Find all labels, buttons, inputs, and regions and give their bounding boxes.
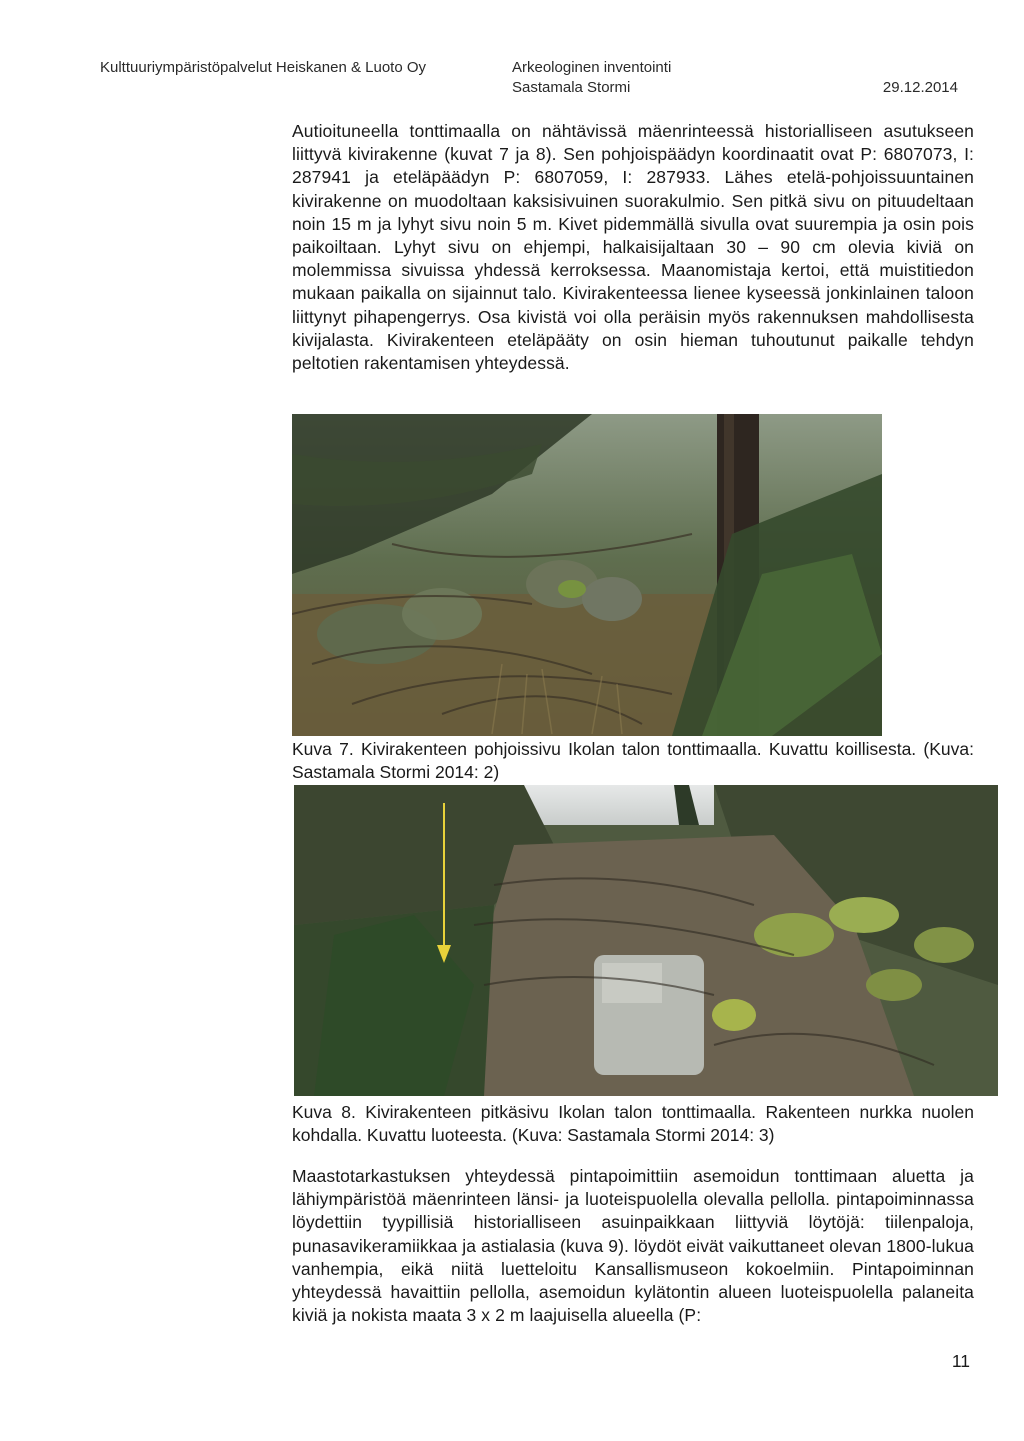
photo-figure-7	[292, 414, 882, 736]
forest-photo-7	[292, 414, 882, 736]
header-subtitle: Sastamala Stormi	[512, 79, 631, 96]
stone-structure-photo-8	[294, 785, 998, 1096]
figure-7-caption: Kuva 7. Kivirakenteen pohjoissivu Ikolan talon tonttimaalla. Kuvattu koillisesta. (Kuva: Sastamala Stormi 2014: 2)	[292, 739, 974, 783]
page-number: 11	[951, 1351, 970, 1371]
figure-8-caption: Kuva 8. Kivirakenteen pitkäsivu Ikolan talon tonttimaalla. Rakenteen nurkka nuolen kohdalla. Kuvattu luoteesta. (Kuva: Sastamala Stormi 2014: 3)	[292, 1102, 974, 1146]
photo-figure-8	[294, 785, 998, 1096]
header-title: Arkeologinen inventointi	[512, 59, 672, 76]
body-paragraph-2: Maastotarkastuksen yhteydessä pintapoimittiin asemoidun tonttimaan aluetta ja lähiympäristöä mäenrinteen länsi- ja luoteispuolella olevalla pellolla. pintapoiminnassa löydettiin tyypillisiä historialliseen asuinpaikkaan liittyviä löytöjä: tiilenpaloja, punasavikeramiikkaa ja astialasia (kuva 9). löydöt eivät vaikuttaneet olevan 1800-lukua vanhempia, eikä niitä luetteloitu Kansallismuseon kokoelmiin. Pintapoiminnan yhteydessä havaittiin pellolla, asemoidun kylätontin alueen luoteispuolella palaneita kiviä ja nokista maata 3 x 2 m laajuisella alueella (P:	[292, 1166, 974, 1326]
header-date: 29.12.2014	[882, 79, 958, 96]
header-company: Kulttuuriympäristöpalvelut Heiskanen & Luoto Oy	[100, 59, 427, 76]
body-paragraph-1: Autioituneella tonttimaalla on nähtävissä mäenrinteessä historialliseen asutukseen liittyvä kivirakenne (kuvat 7 ja 8). Sen pohjoispäädyn koordinaatit ovat P: 6807073, I: 287941 ja eteläpäädyn P: 6807059, I: 287933. Lähes etelä-pohjoissuuntainen kivirakenne on muodoltaan kaksisivuinen suorakulmio. Sen pitkä sivu on pituudeltaan noin 15 m ja lyhyt sivu noin 5 m. Kivet pidemmällä sivulla ovat suurempia ja osin pois paikoiltaan. Lyhyt sivu on ehjempi, halkaisijaltaan 30 – 90 cm olevia kiviä on molemmissa sivuissa yhdessä kerroksessa. Maanomistaja kertoi, että muistitiedon mukaan paikalla on sijainnut talo. Kivirakenteessa lienee kyseessä jonkinlainen taloon liittynyt pihapengerrys. Osa kivistä voi olla peräisin myös rakennuksen mahdollisesta kivijalasta. Kivirakenteen eteläpääty on osin hieman tuhoutunut paikalle tehdyn peltotien rakentamisen yhteydessä.	[292, 121, 974, 374]
